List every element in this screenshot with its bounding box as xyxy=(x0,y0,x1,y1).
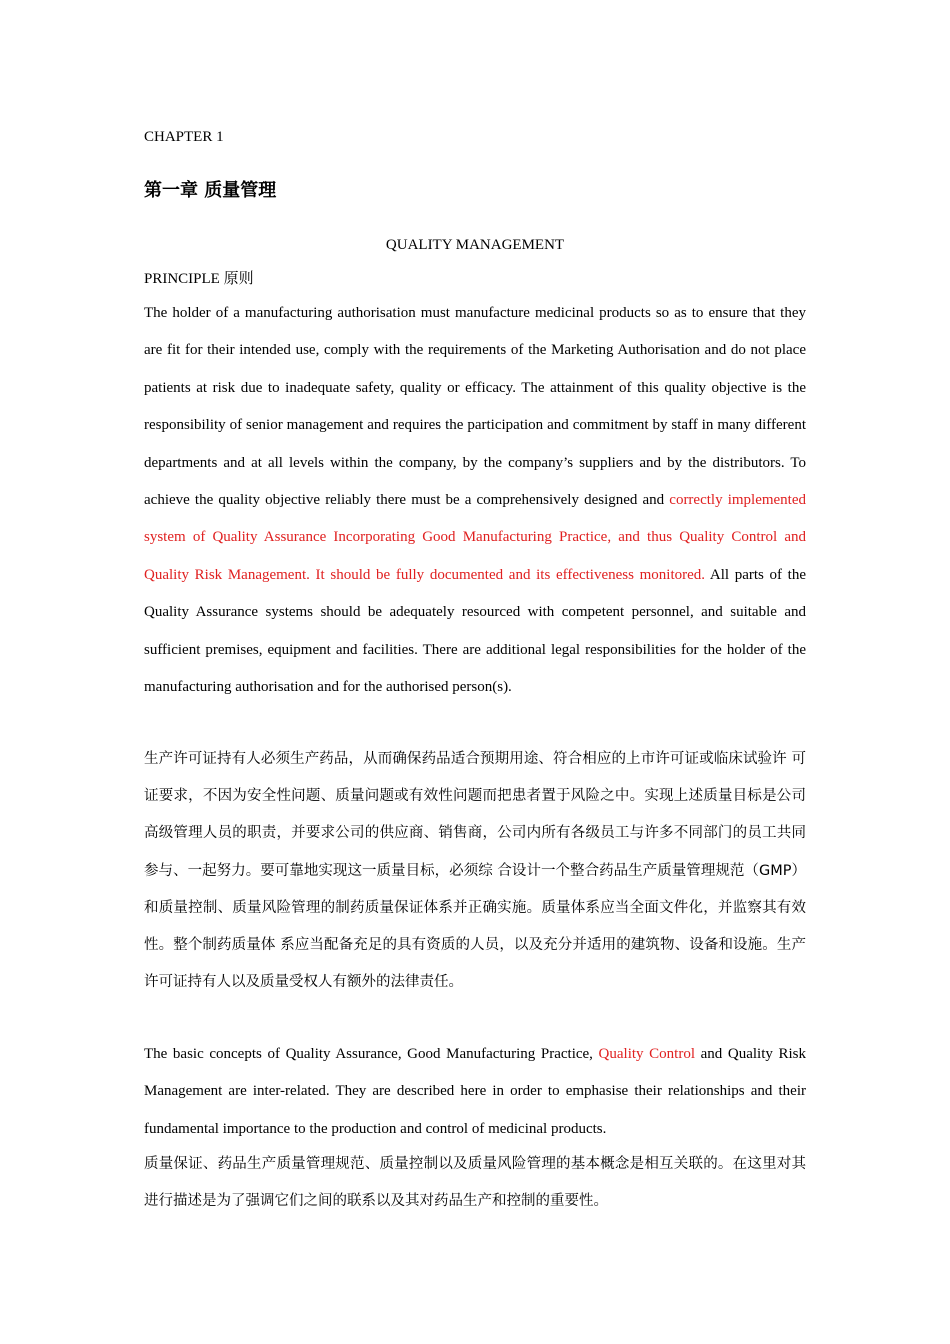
highlighted-text-quality-system: correctly implemented system of Quality Assurance Incorporating Good Manufacturing Practice, and thus Quality Control and Quality Risk Management. It should be fully documented and its effectiveness monitored. xyxy=(144,492,806,583)
highlighted-text-quality-control: Quality Control xyxy=(598,1046,695,1062)
principle-text-part-1: The holder of a manufacturing authorisation must manufacture medicinal products so as to ensure that they are fit for their intended use, comply with the requirements of the Marketing Authorisation and do not place patients at risk due to inadequate safety, quality or efficacy. The attainment of this quality objective is the responsibility of senior management and requires the participation and commitment by staff in many different departments and at all levels within the company, by the company’s suppliers and by the distributors. To achieve the quality objective reliably there must be a comprehensively designed and xyxy=(144,305,806,509)
concepts-paragraph-english xyxy=(144,1036,806,1148)
principle-heading: PRINCIPLE 原则 xyxy=(144,271,254,287)
principle-paragraph-english xyxy=(144,295,806,706)
chapter-title-chinese: 第一章 质量管理 xyxy=(144,180,277,201)
chapter-title-english: QUALITY MANAGEMENT xyxy=(385,237,565,253)
chapter-label: CHAPTER 1 xyxy=(144,129,224,145)
principle-text-part-3: All parts of the Quality Assurance systems should be adequately resourced with competent personnel, and suitable and sufficient premises, equipment and facilities. There are additional legal responsibilities for the holder of the manufacturing authorisation and for the authorised person(s). xyxy=(144,566,806,696)
concepts-paragraph-chinese: 质量保证、药品生产质量管理规范、质量控制以及质量风险管理的基本概念是相互关联的。在这里对其进行描述是为了强调它们之间的联系以及其对药品生产和控制的重要性。 xyxy=(144,1156,806,1210)
concepts-text-part-3: and Quality Risk Management are inter-related. They are described here in order to emphasise their relationships and their fundamental importance to the production and control of medicinal products. xyxy=(144,1046,806,1137)
concepts-text-part-1: The basic concepts of Quality Assurance, Good Manufacturing Practice, xyxy=(144,1046,599,1062)
principle-paragraph-chinese: 生产许可证持有人必须生产药品，从而确保药品适合预期用途、符合相应的上市许可证或临床试验许 可证要求，不因为安全性问题、质量问题或有效性问题而把患者置于风险之中。实现上述质量目标是公司高级管理人员的职责，并要求公司的供应商、销售商，公司内所有各级员工与许多不同部门的员工共同参与、一起努力。要可靠地实现这一质量目标，必须综 合设计一个整合药品生产质量管理规范（GMP）和质量控制、质量风险管理的制药质量保证体系并正确实施。质量体系应当全面文件化，并监察其有效性。整个制药质量体 系应当配备充足的具有资质的人员，以及充分并适用的建筑物、设备和设施。生产许可证持有人以及质量受权人有额外的法律责任。 xyxy=(144,751,806,991)
